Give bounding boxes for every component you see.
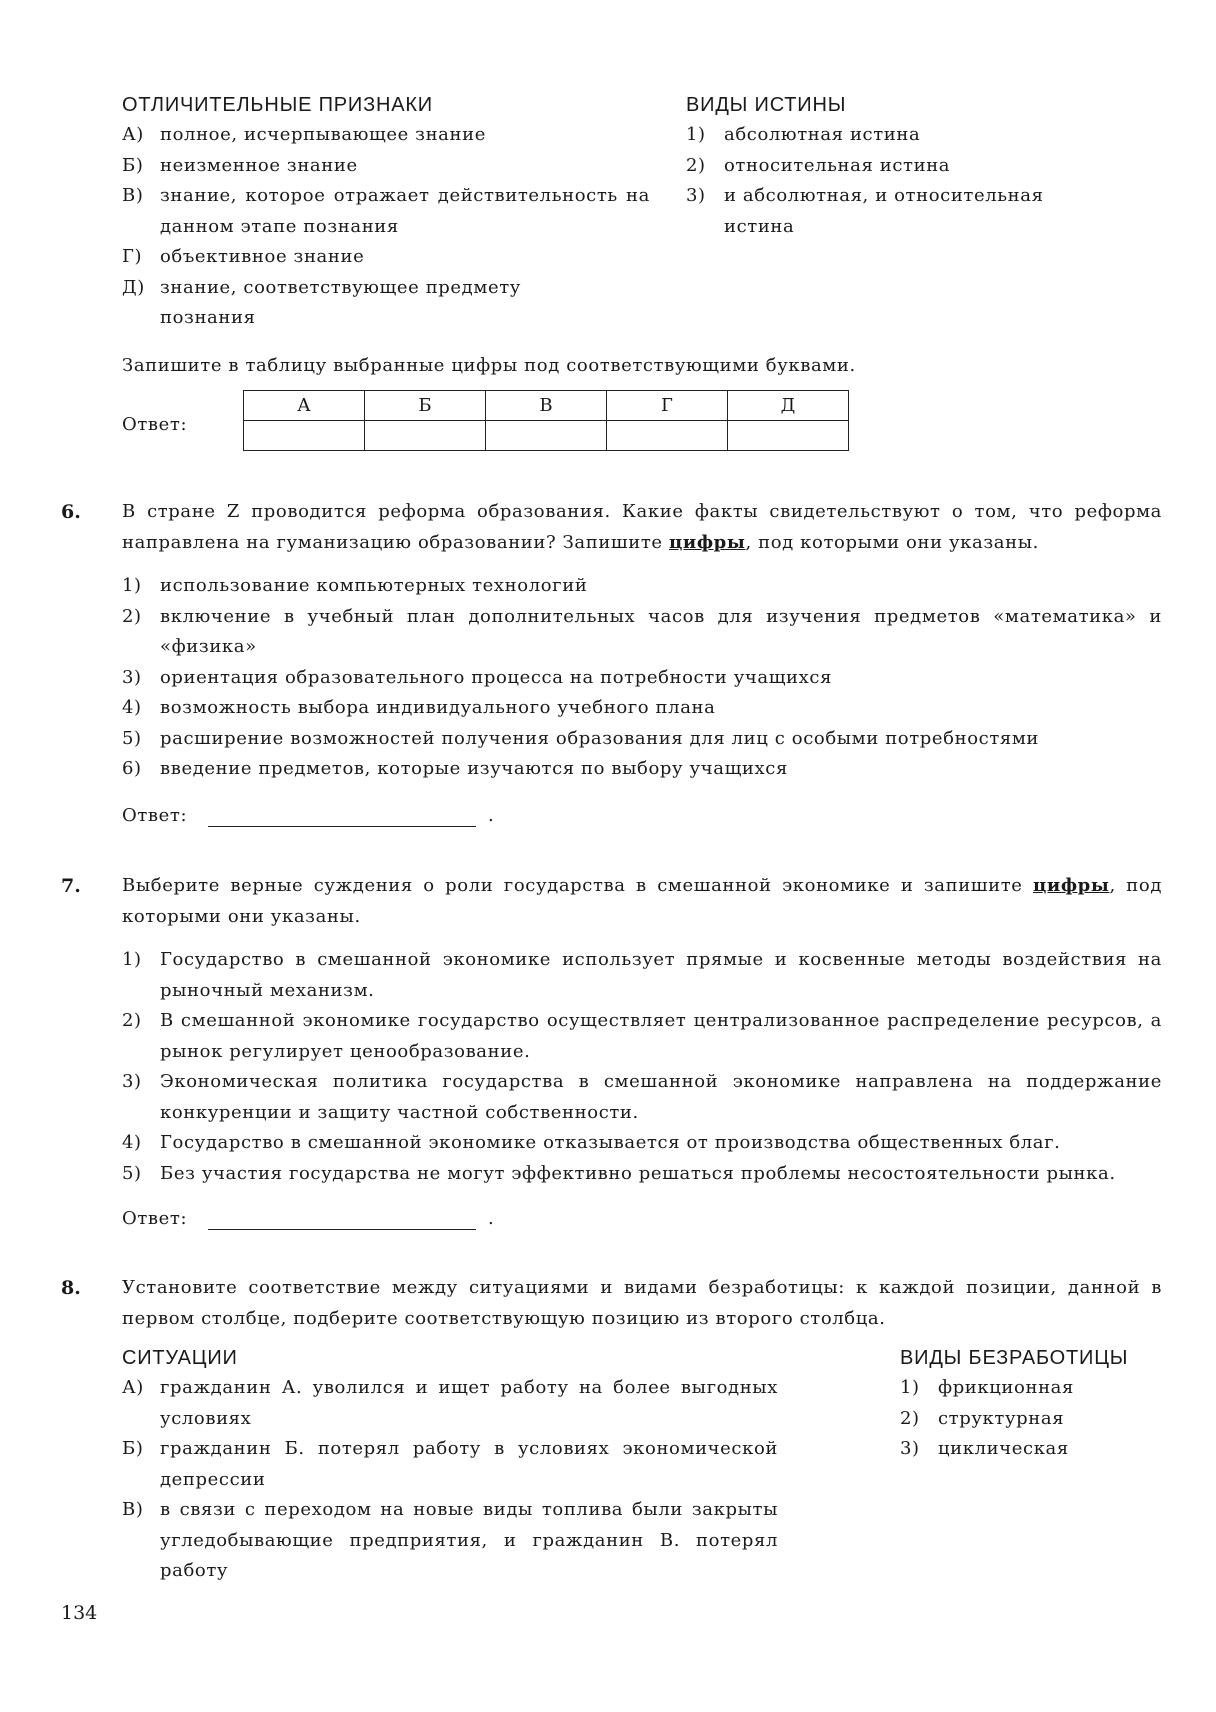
answer-cell-a[interactable]	[244, 421, 365, 451]
list-item: 1) Государство в смешанной экономике использует прямые и косвенные методы воздействия на рыночный механизм.	[122, 949, 1162, 1001]
q5-instruction: Запишите в таблицу выбранные цифры под соответствующими буквами.	[122, 355, 856, 376]
table-header-d: Д	[728, 391, 849, 421]
q8-text: Установите соответствие между ситуациями и видами безработицы: к каждой позиции, данной в первом столбце, подберите соответствующую позицию из второго столбца.	[122, 1277, 1162, 1329]
q7-text: Выберите верные суждения о роли государства в смешанной экономике и запишите цифры, под которыми они указаны.	[122, 875, 1162, 927]
answer-cell-v[interactable]	[486, 421, 607, 451]
q6-keyword: цифры	[668, 531, 746, 553]
list-item: 5) Без участия государства не могут эффективно решаться проблемы несостоятельности рынка.	[122, 1162, 1116, 1184]
q8-number: 8.	[61, 1277, 81, 1299]
list-item: 2) В смешанной экономике государство осуществляет централизованное распределение ресурсов, а рынок регулирует ценообразование.	[122, 1010, 1162, 1062]
q8-unemployment-types-column	[900, 1343, 1190, 1465]
q7-options	[122, 945, 1162, 1189]
answer-cell-g[interactable]	[607, 421, 728, 451]
q5-answer-label: Ответ:	[122, 414, 188, 435]
q7-answer-field[interactable]	[208, 1209, 476, 1230]
list-item: А) гражданин А. уволился и ищет работу на более выгодных условиях	[122, 1377, 778, 1429]
list-item: 3) и абсолютная, и относительная истина	[686, 185, 1044, 237]
q8-situations-column	[122, 1343, 778, 1587]
list-item: Б) гражданин Б. потерял работу в условиях экономической депрессии	[122, 1438, 778, 1490]
list-item: А) полное, исчерпывающее знание	[122, 124, 486, 145]
list-item: 1) использование компьютерных технологий	[122, 575, 588, 596]
table-header-a: А	[244, 391, 365, 421]
q6-text: В стране Z проводится реформа образования. Какие факты свидетельствуют о том, что реформа направлена на гуманизацию образовании? Запишите цифры, под которыми они указаны.	[122, 501, 1162, 553]
q7-answer-label: Ответ:	[122, 1208, 188, 1229]
list-item: 1) фрикционная	[900, 1377, 1074, 1398]
list-item: 5) расширение возможностей получения образования для лиц с особыми потребностями	[122, 727, 1040, 749]
q6-number: 6.	[61, 501, 81, 523]
answer-cell-b[interactable]	[365, 421, 486, 451]
q8-unemployment-types-heading: ВИДЫ БЕЗРАБОТИЦЫ	[900, 1347, 1129, 1369]
list-item: 4) возможность выбора индивидуального учебного плана	[122, 697, 716, 718]
table-header-g: Г	[607, 391, 728, 421]
q5-truth-types-heading: ВИДЫ ИСТИНЫ	[686, 94, 847, 116]
list-item: 6) введение предметов, которые изучаются по выбору учащихся	[122, 758, 788, 779]
page-number: 134	[61, 1602, 98, 1624]
list-item: 2) включение в учебный план дополнительных часов для изучения предметов «математика» и «физика»	[122, 605, 1162, 657]
list-item: 2) относительная истина	[686, 154, 951, 176]
list-item: Д) знание, соответствующее предмету познания	[122, 276, 521, 328]
q6-options	[122, 571, 1162, 785]
q6-answer-field[interactable]	[208, 806, 476, 827]
list-item: Б) неизменное знание	[122, 154, 358, 176]
list-item: 4) Государство в смешанной экономике отказывается от производства общественных благ.	[122, 1132, 1061, 1153]
q6-answer-label: Ответ:	[122, 805, 188, 826]
answer-cell-d[interactable]	[728, 421, 849, 451]
list-item: 3) ориентация образовательного процесса на потребности учащихся	[122, 666, 833, 688]
list-item: Г) объективное знание	[122, 246, 365, 267]
q8-situations-heading: СИТУАЦИИ	[122, 1347, 238, 1369]
list-item: 2) структурная	[900, 1407, 1065, 1429]
list-item: 3) Экономическая политика государства в смешанной экономике направлена на поддержание конкуренции и защиту частной собственности.	[122, 1071, 1162, 1123]
list-item: 3) циклическая	[900, 1438, 1069, 1459]
q7-number: 7.	[61, 875, 81, 897]
q5-features-heading: ОТЛИЧИТЕЛЬНЫЕ ПРИЗНАКИ	[122, 94, 433, 116]
q7-keyword: цифры	[1033, 875, 1110, 896]
list-item: В) знание, которое отражает действительность на данном этапе познания	[122, 185, 650, 237]
q6-answer-end: .	[488, 805, 495, 826]
list-item: В) в связи с переходом на новые виды топлива были закрыты угледобывающие предприятия, и гражданин В. потерял работу	[122, 1499, 778, 1581]
table-header-b: Б	[365, 391, 486, 421]
q5-truth-types-column	[686, 90, 1076, 242]
q7-answer-end: .	[488, 1208, 495, 1229]
q5-features-column	[122, 90, 650, 334]
list-item: 1) абсолютная истина	[686, 124, 921, 145]
table-header-v: В	[486, 391, 607, 421]
q5-answer-table	[243, 390, 849, 451]
